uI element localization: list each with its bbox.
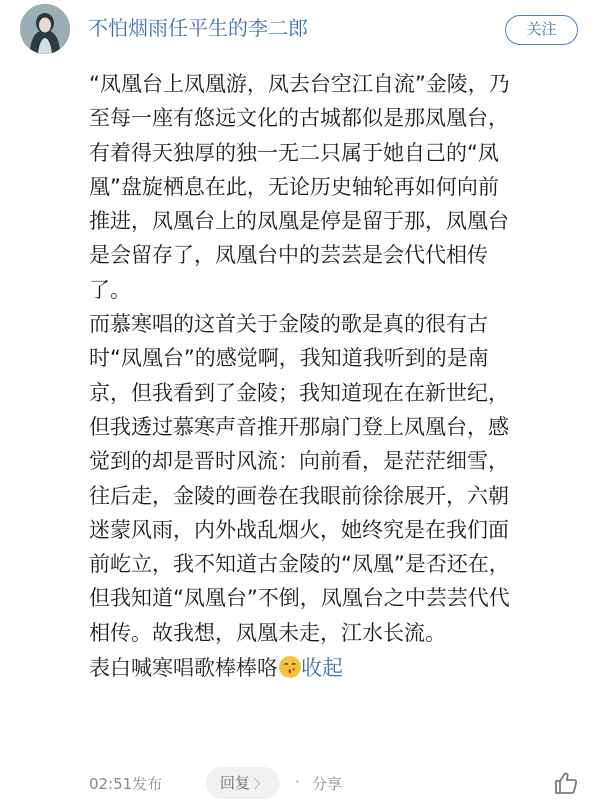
text-line: 至每一座有悠远文化的古城都似是那凤凰台，: [89, 106, 509, 131]
kissing-face-emoji-icon: [279, 656, 301, 678]
collapse-link[interactable]: 收起: [301, 656, 343, 681]
chevron-right-icon: 〉: [254, 777, 267, 791]
text-line: 迷蒙风雨，内外战乱烟火，她终究是在我们面: [89, 517, 509, 542]
text-line: “凤凰台上凤凰游，凤去台空江自流”金陵，乃: [89, 72, 510, 96]
comment-footer: [0, 764, 600, 804]
text-line: 是会留存了，凤凰台中的芸芸是会代代相传: [89, 243, 488, 268]
text-line: 但我透过慕寒声音推开那扇门登上凤凰台，感: [89, 414, 509, 439]
avatar-image: [20, 4, 70, 54]
text-line: 往后走，金陵的画卷在我眼前徐徐展开，六朝: [89, 483, 509, 508]
text-line: 京，但我看到了金陵；我知道现在在新世纪，: [89, 380, 509, 405]
post-time: 02:51发布: [89, 775, 163, 793]
share-button[interactable]: 分享: [312, 775, 343, 793]
text-line: 推进，凤凰台上的凤凰是停是留于那，凤凰台: [89, 209, 509, 234]
text-line: 相传。故我想，凤凰未走，江水长流。: [89, 620, 446, 645]
text-line: 凰”盘旋栖息在此，无论历史轴轮再如何向前: [89, 174, 499, 199]
comment-paragraph: [89, 67, 589, 307]
comment-header: [0, 0, 600, 56]
thumbs-up-icon[interactable]: [553, 770, 579, 796]
text-line: 了。: [89, 277, 131, 302]
text-line: 而慕寒唱的这首关于金陵的歌是真的很有古: [89, 312, 488, 337]
follow-button[interactable]: 关注: [505, 15, 578, 45]
text-line: 前屹立，我不知道古金陵的“凤凰”是否还在，: [89, 552, 510, 577]
text-line: 但我知道“凤凰台”不倒，凤凰台之中芸芸代代: [89, 586, 510, 611]
reply-button[interactable]: [206, 767, 280, 799]
comment-paragraph: [89, 307, 589, 650]
comment-body: [89, 67, 589, 685]
text-line: 觉到的却是晋时风流：向前看，是茫茫细雪，: [89, 449, 509, 474]
reply-label: 回复: [220, 774, 251, 792]
username[interactable]: 不怕烟雨任平生的李二郎: [88, 16, 308, 40]
separator-dot: ·: [295, 773, 300, 791]
text-line: 时“凤凰台”的感觉啊，我知道我听到的是南: [89, 346, 489, 371]
avatar[interactable]: [20, 4, 70, 54]
text-line: 有着得天独厚的独一无二只属于她自己的“凤: [89, 140, 499, 165]
closing-line: [89, 651, 589, 685]
closing-text: 表白喊寒唱歌棒棒咯: [89, 656, 278, 681]
